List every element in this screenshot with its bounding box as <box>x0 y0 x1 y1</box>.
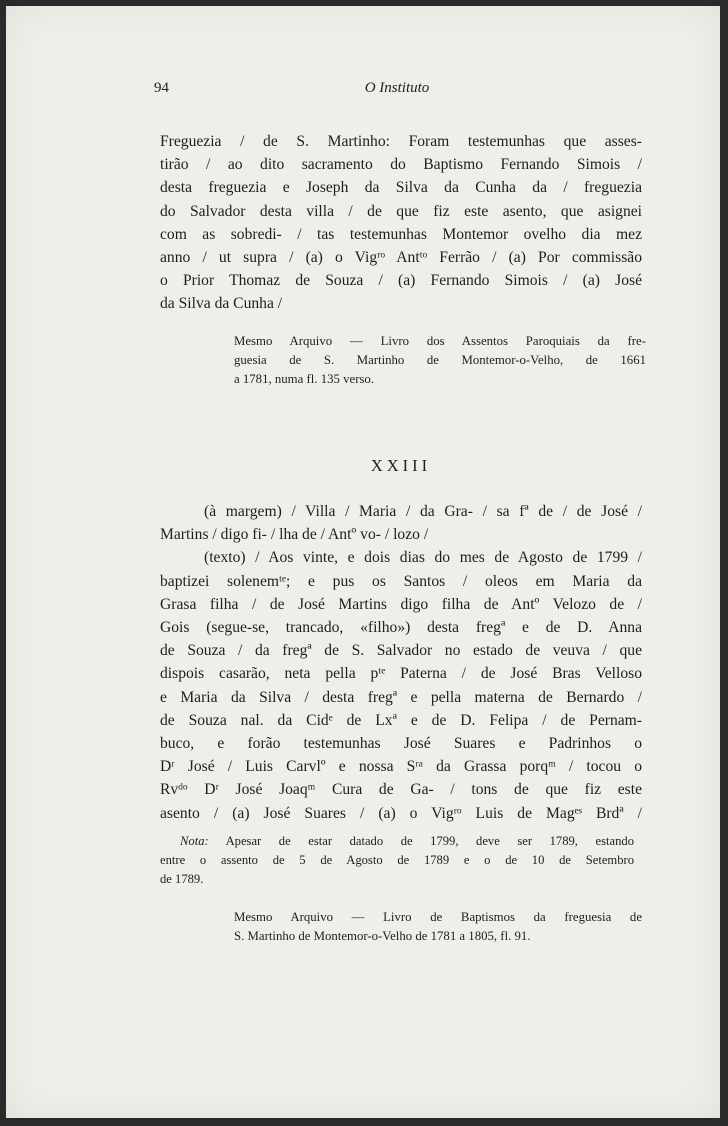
citation-line: guesia de S. Martinho de Montemor-o-Velho, de 1661 <box>234 353 646 367</box>
editor-note <box>160 832 634 889</box>
note-line: entre o assento de 5 de Agosto de 1789 e o de 10 de Setembro <box>160 853 634 867</box>
text-line: baptizei solenemᵗᵉ; e pus os Santos / oleos em Maria da <box>160 572 642 590</box>
text-line: Martins / digo fi- / lha de / Antº vo- / lozo / <box>160 526 429 544</box>
note-line: de 1789. <box>160 872 204 886</box>
text-line: o Prior Thomaz de Souza / (a) Fernando Simois / (a) José <box>160 272 642 290</box>
text-line: com as sobredi- / tas testemunhas Montemor ovelho dia mez <box>160 225 642 243</box>
citation-line: S. Martinho de Montemor-o-Velho de 1781 a 1805, fl. 91. <box>234 929 531 943</box>
text-line: Freguezia / de S. Martinho: Foram testemunhas que asses- <box>160 133 642 150</box>
text-line: dispois casarão, neta pella pᵗᵉ Paterna / de José Bras Velloso <box>160 665 642 683</box>
text-line: buco, e forão testemunhas José Suares e Padrinhos o <box>160 735 642 753</box>
citation-line: Mesmo Arquivo — Livro dos Assentos Paroquiais da fre- <box>234 334 646 348</box>
section-heading: XXIII <box>370 456 432 475</box>
entry-1-text <box>160 130 642 316</box>
note-text: Apesar de estar datado de 1799, deve ser 1789, estando <box>225 834 634 848</box>
page-header <box>154 80 640 102</box>
text-line: de Souza nal. da Cidᵉ de Lxª e de D. Felipa / de Pernam- <box>160 711 642 729</box>
source-citation-2 <box>234 908 642 946</box>
citation-line: a 1781, numa fl. 135 verso. <box>234 372 375 386</box>
text-line: Grasa filha / de José Martins digo filha de Antº Velozo de / <box>160 595 642 613</box>
text-line: tirão / ao dito sacramento do Baptismo Fernando Simois / <box>160 156 642 174</box>
entry-2-text <box>160 500 642 825</box>
text-line: (texto) / Aos vinte, e dois dias do mes de Agosto de 1799 / <box>204 549 642 567</box>
text-line: Gois (segue-se, trancado, «filho») desta fregª e de D. Anna <box>160 619 642 637</box>
text-line: Rvᵈᵒ Dʳ José Joaqᵐ Cura de Ga- / tons de que fiz este <box>160 781 642 799</box>
text-line: desta freguezia e Joseph da Silva da Cunha da / freguezia <box>160 179 642 197</box>
text-line: da Silva da Cunha / <box>160 295 283 313</box>
text-line: do Salvador desta villa / de que fiz este asento, que asignei <box>160 202 642 220</box>
document-page <box>6 6 720 1118</box>
text-line: (à margem) / Villa / Maria / da Gra- / sa fª de / de José / <box>204 503 642 520</box>
running-title: O Instituto <box>364 80 430 96</box>
text-line: anno / ut supra / (a) o Vigʳᵒ Antᵗᵒ Ferrão / (a) Por commissão <box>160 249 642 267</box>
note-line <box>160 832 634 851</box>
text-line: de Souza / da fregª de S. Salvador no estado de veuva / que <box>160 642 642 660</box>
text-line: asento / (a) José Suares / (a) o Vigʳᵒ Luis de Magᵉˢ Brdª / <box>160 804 642 822</box>
note-label: Nota: <box>180 834 209 848</box>
citation-line: Mesmo Arquivo — Livro de Baptismos da freguesia de <box>234 910 642 924</box>
page-number: 94 <box>154 80 169 96</box>
text-line: e Maria da Silva / desta fregª e pella materna de Bernardo / <box>160 688 642 706</box>
source-citation-1 <box>234 332 646 389</box>
text-line: Dʳ José / Luis Carvlº e nossa Sʳᵃ da Grassa porqᵐ / tocou o <box>160 758 642 776</box>
